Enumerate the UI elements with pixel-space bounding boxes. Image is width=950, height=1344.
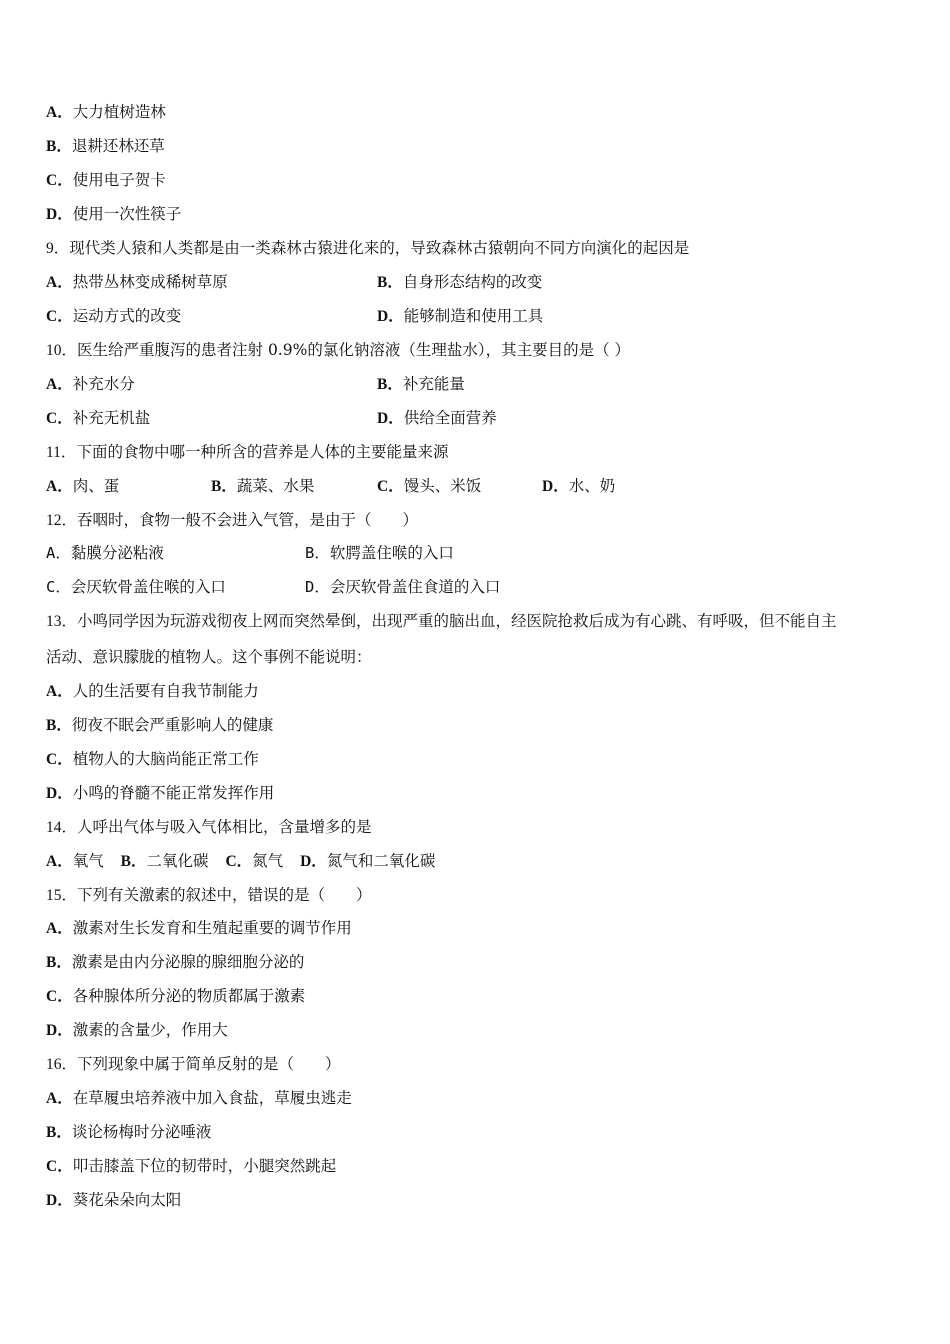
option-text: 黏膜分泌粘液 bbox=[70, 544, 164, 562]
q16-option-c bbox=[46, 1156, 336, 1177]
option-text: 激素对生长发育和生殖起重要的调节作用 bbox=[72, 919, 352, 937]
option-letter: C． bbox=[46, 308, 73, 325]
question-text: 活动、意识朦胧的植物人。这个事例不能说明： bbox=[46, 648, 372, 666]
option-text: 退耕还林还草 bbox=[71, 137, 165, 155]
option-text: 各种腺体所分泌的物质都属于激素 bbox=[72, 987, 306, 1005]
q15-option-d bbox=[46, 1020, 228, 1041]
q11-option-a bbox=[46, 476, 119, 497]
option-letter: A． bbox=[46, 376, 73, 393]
option-text: 叩击膝盖下位的韧带时，小腿突然跳起 bbox=[72, 1157, 337, 1175]
q10-stem bbox=[46, 340, 630, 361]
q12-option-a bbox=[46, 543, 164, 563]
q16-option-d bbox=[46, 1190, 181, 1211]
q9-option-c bbox=[46, 306, 181, 327]
question-text: 下列有关激素的叙述中，错误的是（ ） bbox=[77, 886, 372, 904]
question-number: 11． bbox=[46, 444, 77, 461]
q9-option-a bbox=[46, 272, 228, 293]
q11-option-d bbox=[542, 476, 615, 497]
option-text: 氮气 bbox=[252, 852, 284, 870]
q15-option-b bbox=[46, 952, 304, 973]
option-letter: C． bbox=[46, 410, 73, 427]
q14-option-c bbox=[225, 852, 283, 870]
q12-option-b bbox=[305, 543, 454, 563]
option-letter: B． bbox=[120, 853, 147, 870]
option-letter: D． bbox=[305, 578, 330, 596]
option-letter: A． bbox=[46, 274, 73, 291]
option-letter: D． bbox=[300, 853, 327, 870]
option-text: 热带丛林变成稀树草原 bbox=[72, 273, 228, 291]
q15-option-a bbox=[46, 918, 352, 939]
q9-option-b bbox=[377, 272, 542, 293]
option-letter: A． bbox=[46, 544, 71, 562]
q13-option-d bbox=[46, 783, 274, 804]
q11-stem bbox=[46, 442, 448, 463]
q10-option-d bbox=[377, 408, 497, 429]
q13-option-a bbox=[46, 681, 259, 702]
q15-stem bbox=[46, 885, 372, 906]
option-letter: B． bbox=[211, 478, 237, 495]
q13-stem-line2 bbox=[46, 647, 372, 667]
q8-option-c bbox=[46, 170, 166, 191]
question-number: 16． bbox=[46, 1056, 78, 1073]
option-text: 蔬菜、水果 bbox=[236, 477, 315, 495]
option-text: 馒头、米饭 bbox=[403, 477, 482, 495]
option-letter: A． bbox=[46, 920, 73, 937]
option-text: 使用一次性筷子 bbox=[72, 205, 182, 223]
q10-option-b bbox=[377, 374, 465, 395]
option-letter: C． bbox=[377, 478, 404, 495]
option-letter: D． bbox=[46, 1022, 73, 1039]
q11-option-c bbox=[377, 476, 481, 497]
option-letter: B． bbox=[46, 138, 72, 155]
question-text: 现代类人猿和人类都是由一类森林古猿进化来的，导致森林古猿朝向不同方向演化的起因是 bbox=[69, 239, 690, 257]
q13-stem-line1 bbox=[46, 611, 837, 632]
option-text: 激素是由内分泌腺的腺细胞分泌的 bbox=[71, 953, 305, 971]
q8-option-d bbox=[46, 204, 181, 225]
question-number: 12． bbox=[46, 512, 78, 529]
option-text: 补充水分 bbox=[72, 375, 135, 393]
option-text: 使用电子贺卡 bbox=[72, 171, 166, 189]
option-letter: B． bbox=[46, 954, 72, 971]
option-letter: C． bbox=[225, 853, 253, 870]
option-text: 软腭盖住喉的入口 bbox=[329, 544, 454, 562]
q11-option-b bbox=[211, 476, 314, 497]
q10-option-c bbox=[46, 408, 150, 429]
option-text: 会厌软骨盖住食道的入口 bbox=[329, 578, 501, 596]
question-number: 15． bbox=[46, 887, 78, 904]
option-letter: D． bbox=[46, 785, 73, 802]
option-letter: B． bbox=[305, 544, 330, 562]
question-number: 9． bbox=[46, 240, 70, 257]
option-letter: D． bbox=[377, 308, 404, 325]
question-text: 下列现象中属于简单反射的是（ ） bbox=[77, 1055, 341, 1073]
option-text: 葵花朵朵向太阳 bbox=[72, 1191, 182, 1209]
option-letter: C． bbox=[46, 172, 73, 189]
option-text: 小鸣的脊髓不能正常发挥作用 bbox=[72, 784, 275, 802]
option-letter: A． bbox=[46, 104, 73, 121]
q13-option-b bbox=[46, 715, 273, 736]
option-text: 氮气和二氧化碳 bbox=[326, 852, 436, 870]
q14-option-a bbox=[46, 852, 104, 870]
q16-option-b bbox=[46, 1122, 211, 1143]
q14-stem bbox=[46, 817, 372, 838]
option-text: 谈论杨梅时分泌唾液 bbox=[71, 1123, 212, 1141]
question-text: 吞咽时，食物一般不会进入气管，是由于（ ） bbox=[77, 511, 419, 529]
option-text: 彻夜不眠会严重影响人的健康 bbox=[71, 716, 274, 734]
question-text: 人呼出气体与吸入气体相比，含量增多的是 bbox=[77, 818, 372, 836]
q15-option-c bbox=[46, 986, 305, 1007]
q14-option-d bbox=[300, 852, 435, 870]
option-letter: C． bbox=[46, 988, 73, 1005]
option-text: 二氧化碳 bbox=[146, 852, 209, 870]
q13-option-c bbox=[46, 749, 259, 770]
q14-options bbox=[46, 851, 435, 872]
option-letter: D． bbox=[46, 1192, 73, 1209]
q10-option-a bbox=[46, 374, 135, 395]
option-letter: A． bbox=[46, 853, 73, 870]
option-text: 运动方式的改变 bbox=[72, 307, 182, 325]
option-text: 补充无机盐 bbox=[72, 409, 151, 427]
option-text: 在草履虫培养液中加入食盐，草履虫逃走 bbox=[72, 1089, 352, 1107]
option-text: 供给全面营养 bbox=[403, 409, 497, 427]
question-number: 13． bbox=[46, 613, 78, 630]
q8-option-b bbox=[46, 136, 165, 157]
q14-option-b bbox=[121, 852, 209, 870]
option-text: 会厌软骨盖住喉的入口 bbox=[70, 578, 226, 596]
q9-option-d bbox=[377, 306, 543, 327]
question-number: 14． bbox=[46, 819, 78, 836]
question-text: 医生给严重腹泻的患者注射 0.9%的氯化钠溶液（生理盐水），其主要目的是（ ） bbox=[77, 341, 631, 359]
q12-stem bbox=[46, 510, 418, 531]
question-text: 小鸣同学因为玩游戏彻夜上网而突然晕倒，出现严重的脑出血，经医院抢救后成为有心跳、有呼吸，但不能自主 bbox=[77, 612, 837, 630]
option-text: 水、奶 bbox=[568, 477, 616, 495]
option-letter: C． bbox=[46, 1158, 73, 1175]
option-letter: D． bbox=[542, 478, 569, 495]
option-text: 氧气 bbox=[72, 852, 104, 870]
option-letter: A． bbox=[46, 1090, 73, 1107]
q12-option-d bbox=[305, 577, 500, 597]
option-text: 植物人的大脑尚能正常工作 bbox=[72, 750, 259, 768]
q16-stem bbox=[46, 1054, 341, 1075]
q8-option-a bbox=[46, 102, 166, 123]
option-text: 自身形态结构的改变 bbox=[402, 273, 543, 291]
option-letter: C． bbox=[46, 578, 71, 596]
q9-stem bbox=[46, 238, 689, 259]
option-letter: A． bbox=[46, 478, 73, 495]
option-letter: B． bbox=[46, 1124, 72, 1141]
question-number: 10． bbox=[46, 342, 78, 359]
q12-option-c bbox=[46, 577, 226, 597]
option-letter: B． bbox=[377, 274, 403, 291]
question-text: 下面的食物中哪一种所含的营养是人体的主要能量来源 bbox=[76, 443, 449, 461]
option-text: 肉、蛋 bbox=[72, 477, 120, 495]
option-text: 补充能量 bbox=[402, 375, 465, 393]
q16-option-a bbox=[46, 1088, 352, 1109]
option-letter: D． bbox=[377, 410, 404, 427]
option-letter: B． bbox=[377, 376, 403, 393]
option-letter: B． bbox=[46, 717, 72, 734]
option-text: 能够制造和使用工具 bbox=[403, 307, 544, 325]
option-letter: D． bbox=[46, 206, 73, 223]
option-text: 激素的含量少，作用大 bbox=[72, 1021, 228, 1039]
option-letter: C． bbox=[46, 751, 73, 768]
option-letter: A． bbox=[46, 683, 73, 700]
option-text: 人的生活要有自我节制能力 bbox=[72, 682, 259, 700]
option-text: 大力植树造林 bbox=[72, 103, 166, 121]
